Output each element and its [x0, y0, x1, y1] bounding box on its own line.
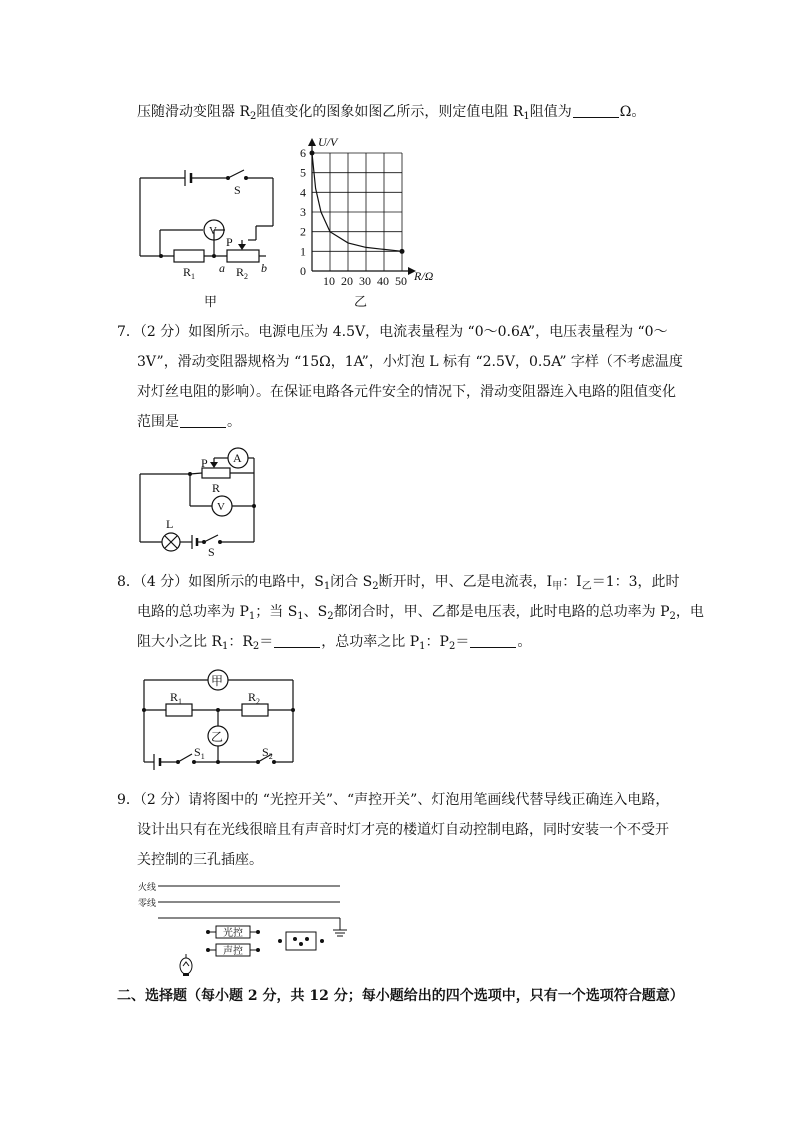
voltmeter-label-q7: V [217, 501, 225, 513]
q8-text-line-3: 阻大小之比 $R_1$：$R_2=$ ，总功率之比 $P_1$：$P_2=$ 。 [137, 634, 532, 652]
y-tick-label: 1 [300, 244, 306, 259]
figure-wiring-q9 [134, 878, 354, 978]
y-tick-label: 6 [300, 146, 306, 160]
q9-text-line-3: 关控制的三孔插座。 [137, 852, 263, 868]
sound-switch-label: 声控 [223, 946, 243, 957]
x-tick-label: 20 [341, 274, 353, 288]
lamp-label: L [166, 517, 174, 531]
q8-text-line-2: 电路的总功率为 $P_1$；当 $S_1$、$S_2$都闭合时，甲、乙都是电压表，此时电路的总功率为 $P_2$，电 [137, 604, 704, 622]
x-tick-label: 40 [377, 274, 389, 288]
data-point [310, 151, 315, 156]
r2-label-q8: $R_2$ [248, 690, 261, 706]
q7-text-line-2: 3V”，滑动变阻器规格为 “15Ω，1A”，小灯泡 L 标有 “2.5V，0.5A” 字样（不考虑温度 [137, 354, 683, 370]
switch-label: S [234, 183, 241, 197]
switch-label-q7: S [208, 545, 215, 559]
light-switch-label: 光控 [223, 928, 243, 939]
data-point [400, 249, 405, 254]
slider-arrow-icon-q7 [210, 462, 218, 468]
q9-text-line-1: 9．（2 分）请将图中的 “光控开关”、“声控开关”、灯泡用笔画线代替导线正确连入电路， [117, 792, 670, 808]
q7-text-line-1: 7．（2 分）如图所示。电源电压为 4.5V，电流表量程为 “0～0.6A”，电压表量程为 “0～ [117, 324, 668, 340]
slider-label-q7: P [201, 456, 208, 470]
voltmeter-label: V [209, 225, 217, 237]
resistor-r2-q8 [242, 704, 268, 716]
caption-jia: 甲 [204, 294, 218, 309]
s1-label: $S_1$ [194, 745, 205, 761]
section-heading: 二、选择题（每小题 2 分，共 12 分；每小题给出的四个选项中，只有一个选项符合题意） [117, 988, 684, 1004]
y-tick-label: 2 [300, 224, 306, 239]
resistor-r1 [174, 250, 204, 262]
figure-circuit-q8 [136, 664, 300, 776]
y-tick-label: 3 [300, 205, 306, 219]
end-a-label: a [219, 261, 225, 275]
resistor-r2 [227, 250, 259, 262]
lamp-bulb-icon [180, 958, 192, 976]
switch-blade [228, 170, 244, 178]
figure-graph-yi [292, 132, 452, 312]
slider-arrow-icon [238, 244, 246, 250]
q6-text-line: 压随滑动变阻器 $R_2$阻值变化的图象如图乙所示，则定值电阻 $R_1$阻值为 Ω。 [137, 104, 646, 122]
s2-label: $S_2$ [262, 745, 273, 761]
q8-text-line-1: 8．（4 分）如图所示的电路中，$S_1$闭合 $S_2$断开时，甲、乙是电流表，$I_甲$：$I_乙=1$：3，此时 [117, 574, 680, 592]
x-axis-label: R/Ω [414, 269, 434, 283]
q7-text-line-4: 范围是 。 [137, 414, 241, 430]
answer-blank-q8-ratio-r[interactable] [274, 633, 320, 648]
y-tick-label: 4 [300, 185, 306, 200]
origin-label: 0 [300, 264, 306, 278]
figure-circuit-q7 [132, 442, 272, 560]
answer-blank-q6[interactable] [573, 103, 619, 118]
x-tick-label: 50 [395, 274, 407, 288]
figure-circuit-jia [130, 160, 290, 310]
u-r-curve [312, 153, 402, 251]
answer-blank-q8-ratio-p[interactable] [470, 633, 516, 648]
end-b-label: b [261, 261, 267, 275]
meter-jia-label: 甲 [211, 674, 224, 688]
answer-blank-q7[interactable] [180, 413, 226, 428]
neutral-label: 零线 [138, 898, 157, 908]
socket-box [286, 932, 316, 950]
q9-text-line-2: 设计出只有在光线很暗且有声音时灯才亮的楼道灯自动控制电路，同时安装一个不受开 [137, 822, 669, 838]
r1-label: $R_1$ [183, 265, 196, 281]
slider-label: P [226, 235, 233, 249]
y-axis-label: U/V [318, 135, 338, 149]
meter-yi-label: 乙 [211, 730, 224, 744]
r2-label: $R_2$ [236, 265, 249, 281]
live-label: 火线 [138, 882, 157, 892]
y-tick-label: 5 [300, 165, 306, 180]
x-tick-label: 10 [323, 274, 335, 288]
resistor-label-q7: R [212, 481, 221, 495]
q7-text-line-3: 对灯丝电阻的影响）。在保证电路各元件安全的情况下，滑动变阻器连入电路的阻值变化 [137, 384, 676, 400]
ammeter-label: A [233, 451, 242, 465]
x-tick-label: 30 [359, 274, 371, 288]
r1-label-q8: $R_1$ [170, 690, 183, 706]
caption-yi: 乙 [354, 294, 368, 309]
y-axis-arrow-icon [308, 138, 316, 146]
